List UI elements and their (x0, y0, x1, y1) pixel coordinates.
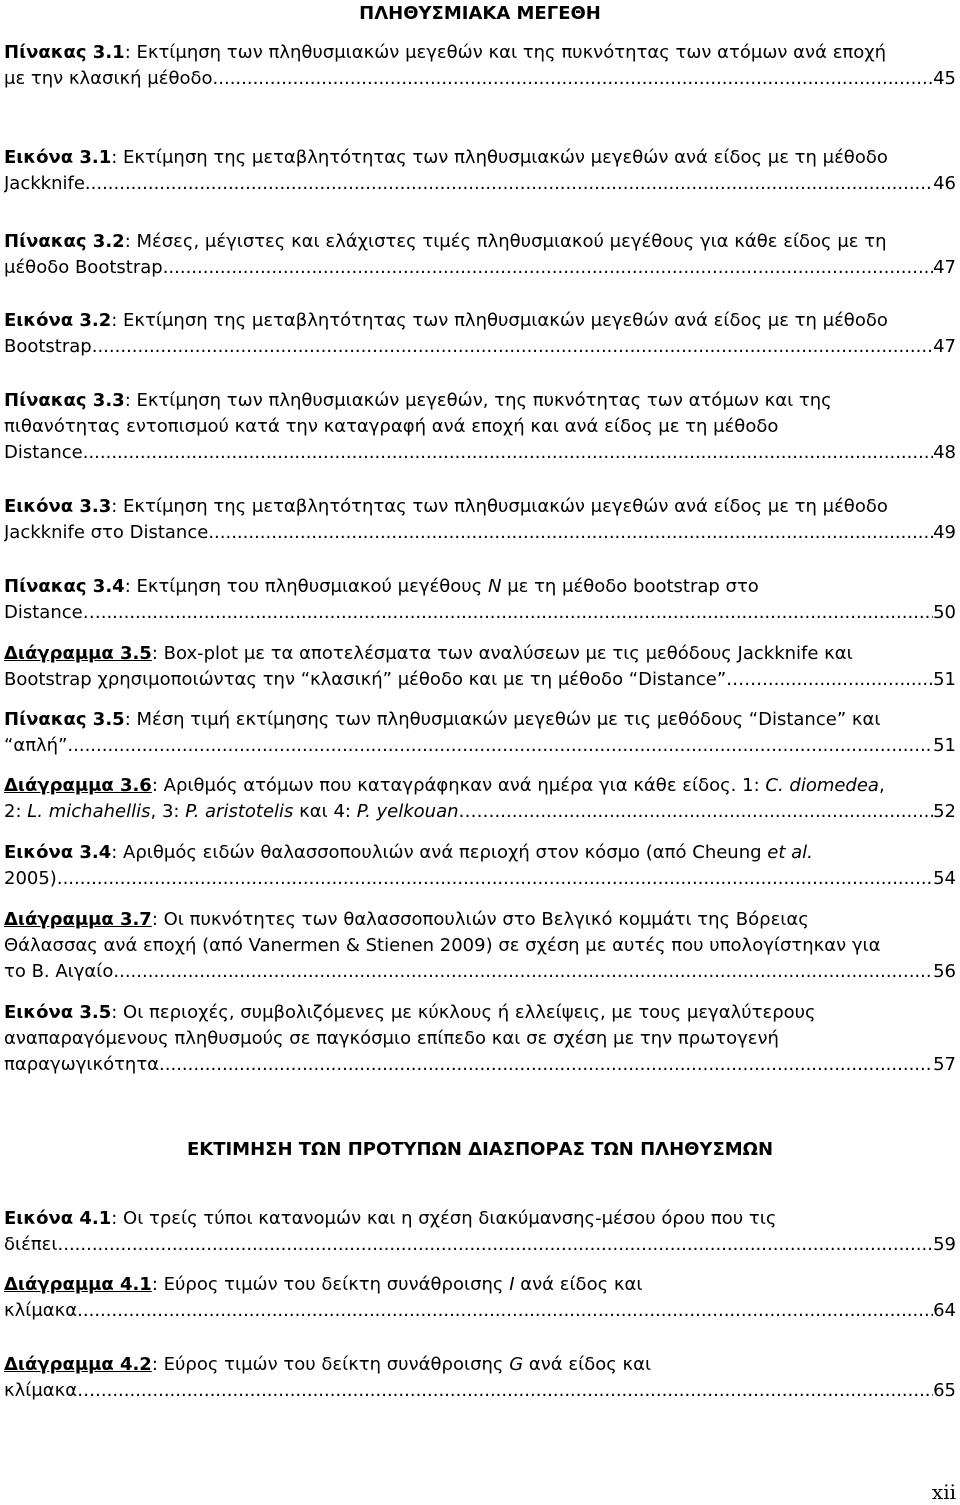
entry-label: Πίνακας 3.1 (4, 42, 125, 63)
toc-entry[interactable]: Εικόνα 3.3: Εκτίμηση της μεταβλητότητας των πληθυσμιακών μεγεθών ανά είδος με τη μέθοδο Jackknife στο Distance ..... 49 (4, 494, 956, 546)
page-number: 65 (933, 1380, 956, 1401)
entry-text: κλίμακα (4, 1300, 78, 1321)
entry-text: Αριθμός ειδών θαλασσοπουλιών ανά περιοχή στον κόσμο (από Cheung (123, 842, 762, 863)
variable-n: N (487, 576, 502, 597)
toc-entry[interactable]: Διάγραμμα 4.2: Εύρος τιμών του δείκτη συνάθροισης G ανά είδος και κλίμακα… ..... 65 (4, 1352, 956, 1404)
entry-text: ανά είδος και (528, 1354, 652, 1375)
species-name: L. michahellis (27, 801, 151, 822)
page-number: 51 (933, 669, 956, 690)
species-name: P. aristotelis (185, 801, 294, 822)
toc-entry[interactable]: Εικόνα 3.2: Εκτίμηση της μεταβλητότητας των πληθυσμιακών μεγεθών ανά είδος με τη μέθοδο Bootstrap ..... 47 (4, 308, 956, 360)
toc-entry[interactable]: Εικόνα 3.5: Οι περιοχές, συμβολιζόμενες με κύκλους ή ελλείψεις, με τους μεγαλύτερους αναπαραγόμενους πληθυσμούς σε παγκόσμιο επίπεδο και σε σχέση με την πρωτογενή παραγωγικότητα ..... 57 (4, 1000, 956, 1078)
page-number: 49 (933, 522, 956, 543)
toc-entry[interactable]: Διάγραμμα 3.6: Αριθμός ατόμων που καταγράφηκαν ανά ημέρα για κάθε είδος. 1: C. diomedea, 2: L. michahellis, 3: P. aristotelis και 4: P. yelkouan…… ..... 52 (4, 773, 956, 825)
entry-label: Εικόνα 3.5 (4, 1002, 112, 1023)
entry-text: Θάλασσας ανά εποχή (από Vanermen & Stienen 2009) σε σχέση με αυτές που υπολογίστηκαν για (4, 935, 881, 956)
entry-text: πιθανότητας εντοπισμού κατά την καταγραφή ανά εποχή και ανά είδος με τη μέθοδο (4, 416, 779, 437)
page-number: 54 (933, 868, 956, 889)
section-title: ΠΛΗΘΥΣΜΙΑΚΑ ΜΕΓΕΘΗ (359, 3, 601, 24)
entry-label: Πίνακας 3.5 (4, 709, 125, 730)
entry-label: Διάγραμμα 4.2 (4, 1354, 152, 1375)
section-title: ΕΚΤΙΜΗΣΗ ΤΩΝ ΠΡΟΤΥΠΩΝ ΔΙΑΣΠΟΡΑΣ ΤΩΝ ΠΛΗΘΥΣΜΩΝ (186, 1139, 774, 1160)
variable-g: G (509, 1354, 524, 1375)
entry-text: Bootstrap (4, 336, 92, 357)
entry-text: 2005) (4, 868, 57, 889)
page-number: 50 (933, 602, 956, 623)
entry-label: Εικόνα 3.2 (4, 310, 112, 331)
entry-text: Μέσες, μέγιστες και ελάχιστες τιμές πληθυσμιακού μεγέθους για κάθε είδος με τη (136, 231, 887, 252)
toc-entry[interactable]: Διάγραμμα 3.5: Box-plot με τα αποτελέσματα των αναλύσεων με τις μεθόδους Jackknife και Bootstrap χρησιμοποιώντας την “κλασική” μέθοδο και με τη μέθοδο “Distance”…… ..... 51 (4, 641, 956, 693)
entry-text: Οι περιοχές, συμβολιζόμενες με κύκλους ή ελλείψεις, με τους μεγαλύτερους (123, 1002, 816, 1023)
entry-text: …… (458, 801, 495, 822)
entry-text: το Β. Αιγαίο (4, 961, 114, 982)
page-number: 45 (933, 68, 956, 89)
entry-label: Εικόνα 3.4 (4, 842, 112, 863)
toc-entry[interactable]: Πίνακας 3.1: Εκτίμηση των πληθυσμιακών μεγεθών και της πυκνότητας των ατόμων ανά εποχή με την κλασική μέθοδο ..... 45 (4, 40, 956, 92)
page-number: 59 (933, 1234, 956, 1255)
entry-text: Εκτίμηση των πληθυσμιακών μεγεθών και της πυκνότητας των ατόμων ανά εποχή (136, 42, 887, 63)
entry-text: Distance… (4, 602, 101, 623)
page-number: 56 (933, 961, 956, 982)
entry-text: 2: (4, 801, 22, 822)
toc-entry[interactable]: Πίνακας 3.5: Μέση τιμή εκτίμησης των πληθυσμιακών μεγεθών με τις μεθόδους “Distance” και “απλή” ..... 51 (4, 707, 956, 759)
entry-text: με τη μέθοδο bootstrap στο (507, 576, 759, 597)
entry-text: Εύρος τιμών του δείκτη συνάθροισης (163, 1354, 504, 1375)
entry-text: Jackknife (4, 173, 85, 194)
entry-text: Εκτίμηση της μεταβλητότητας των πληθυσμιακών μεγεθών ανά είδος με τη μέθοδο (123, 310, 888, 331)
entry-text: Jackknife στο Distance (4, 522, 209, 543)
entry-label: Πίνακας 3.3 (4, 390, 125, 411)
entry-text: Εκτίμηση της μεταβλητότητας των πληθυσμιακών μεγεθών ανά είδος με τη μέθοδο (123, 496, 888, 517)
entry-text: Bootstrap χρησιμοποιώντας την “κλασική” μέθοδο και με τη μέθοδο “Distance”…… (4, 669, 763, 690)
entry-label: Διάγραμμα 3.5 (4, 643, 152, 664)
toc-entry[interactable]: Διάγραμμα 3.7: Οι πυκνότητες των θαλασσοπουλιών στο Βελγικό κομμάτι της Βόρειας Θάλασσας ανά εποχή (από Vanermen & Stienen 2009) σε σχέση με αυτές που υπολογίστηκαν για το Β. Αιγαίο ..... 56 (4, 907, 956, 985)
entry-text: μέθοδο Bootstrap (4, 257, 163, 278)
entry-text: Αριθμός ατόμων που καταγράφηκαν ανά ημέρα για κάθε είδος. 1: (163, 775, 760, 796)
entry-label: Διάγραμμα 3.7 (4, 909, 152, 930)
page-number: 46 (933, 173, 956, 194)
entry-text: et al. (767, 842, 813, 863)
entry-text: με την κλασική μέθοδο (4, 68, 213, 89)
entry-text: Εκτίμηση της μεταβλητότητας των πληθυσμιακών μεγεθών ανά είδος με τη μέθοδο (123, 147, 888, 168)
entry-text: Εκτίμηση του πληθυσμιακού μεγέθους (136, 576, 483, 597)
toc-entry[interactable]: Πίνακας 3.4: Εκτίμηση του πληθυσμιακού μεγέθους N με τη μέθοδο bootstrap στο Distance… ..... 50 (4, 574, 956, 626)
variable-i: I (509, 1274, 515, 1295)
page-number: 52 (933, 801, 956, 822)
toc-entry[interactable]: Εικόνα 4.1: Οι τρείς τύποι κατανομών και η σχέση διακύμανσης-μέσου όρου που τις διέπει ..... 59 (4, 1206, 956, 1258)
entry-text: “απλή” (4, 735, 68, 756)
toc-entry[interactable]: Εικόνα 3.1: Εκτίμηση της μεταβλητότητας των πληθυσμιακών μεγεθών ανά είδος με τη μέθοδο Jackknife ..... 46 (4, 145, 956, 197)
toc-entry[interactable]: Πίνακας 3.2: Μέσες, μέγιστες και ελάχιστες τιμές πληθυσμιακού μεγέθους για κάθε είδος με τη μέθοδο Bootstrap ..... 47 (4, 229, 956, 281)
entry-text: Box-plot με τα αποτελέσματα των αναλύσεων με τις μεθόδους Jackknife και (163, 643, 853, 664)
entry-text: Οι πυκνότητες των θαλασσοπουλιών στο Βελγικό κομμάτι της Βόρειας (163, 909, 809, 930)
toc-entry[interactable]: Πίνακας 3.3: Εκτίμηση των πληθυσμιακών μεγεθών, της πυκνότητας των ατόμων και της πιθανότητας εντοπισμού κατά την καταγραφή ανά εποχή και ανά είδος με τη μέθοδο Distance ..... 48 (4, 388, 956, 466)
entry-label: Πίνακας 3.2 (4, 231, 125, 252)
entry-label: Εικόνα 4.1 (4, 1208, 112, 1229)
entry-text: Οι τρείς τύποι κατανομών και η σχέση διακύμανσης-μέσου όρου που τις (123, 1208, 777, 1229)
entry-text: Εκτίμηση των πληθυσμιακών μεγεθών, της πυκνότητας των ατόμων και της (136, 390, 832, 411)
species-name: C. diomedea (765, 775, 879, 796)
page-number: 57 (933, 1054, 956, 1075)
page-number: 47 (933, 257, 956, 278)
page-number: 48 (933, 442, 956, 463)
entry-text: αναπαραγόμενους πληθυσμούς σε παγκόσμιο επίπεδο και σε σχέση με την πρωτογενή (4, 1028, 779, 1049)
toc-entry[interactable]: Εικόνα 3.4: Αριθμός ειδών θαλασσοπουλιών ανά περιοχή στον κόσμο (από Cheung et al. 2005) ..... 54 (4, 840, 956, 892)
entry-text: Μέση τιμή εκτίμησης των πληθυσμιακών μεγεθών με τις μεθόδους “Distance” και (136, 709, 881, 730)
page-number: 64 (933, 1300, 956, 1321)
entry-label: Διάγραμμα 3.6 (4, 775, 152, 796)
species-name: P. yelkouan (356, 801, 459, 822)
page-number: 51 (933, 735, 956, 756)
toc-entry[interactable]: Διάγραμμα 4.1: Εύρος τιμών του δείκτη συνάθροισης I ανά είδος και κλίμακα ..... 64 (4, 1272, 956, 1324)
entry-text: και 4: (299, 801, 351, 822)
entry-label: Διάγραμμα 4.1 (4, 1274, 152, 1295)
page-number: 47 (933, 336, 956, 357)
entry-label: Εικόνα 3.3 (4, 496, 112, 517)
entry-label: Πίνακας 3.4 (4, 576, 125, 597)
entry-text: κλίμακα… (4, 1380, 96, 1401)
entry-text: Εύρος τιμών του δείκτη συνάθροισης (163, 1274, 504, 1295)
entry-text: ανά είδος και (520, 1274, 643, 1295)
entry-text: διέπει (4, 1234, 58, 1255)
entry-label: Εικόνα 3.1 (4, 147, 112, 168)
entry-text: 3: (161, 801, 180, 822)
entry-text: Distance (4, 442, 83, 463)
page-folio: xii (931, 1480, 956, 1504)
entry-text: παραγωγικότητα (4, 1054, 160, 1075)
